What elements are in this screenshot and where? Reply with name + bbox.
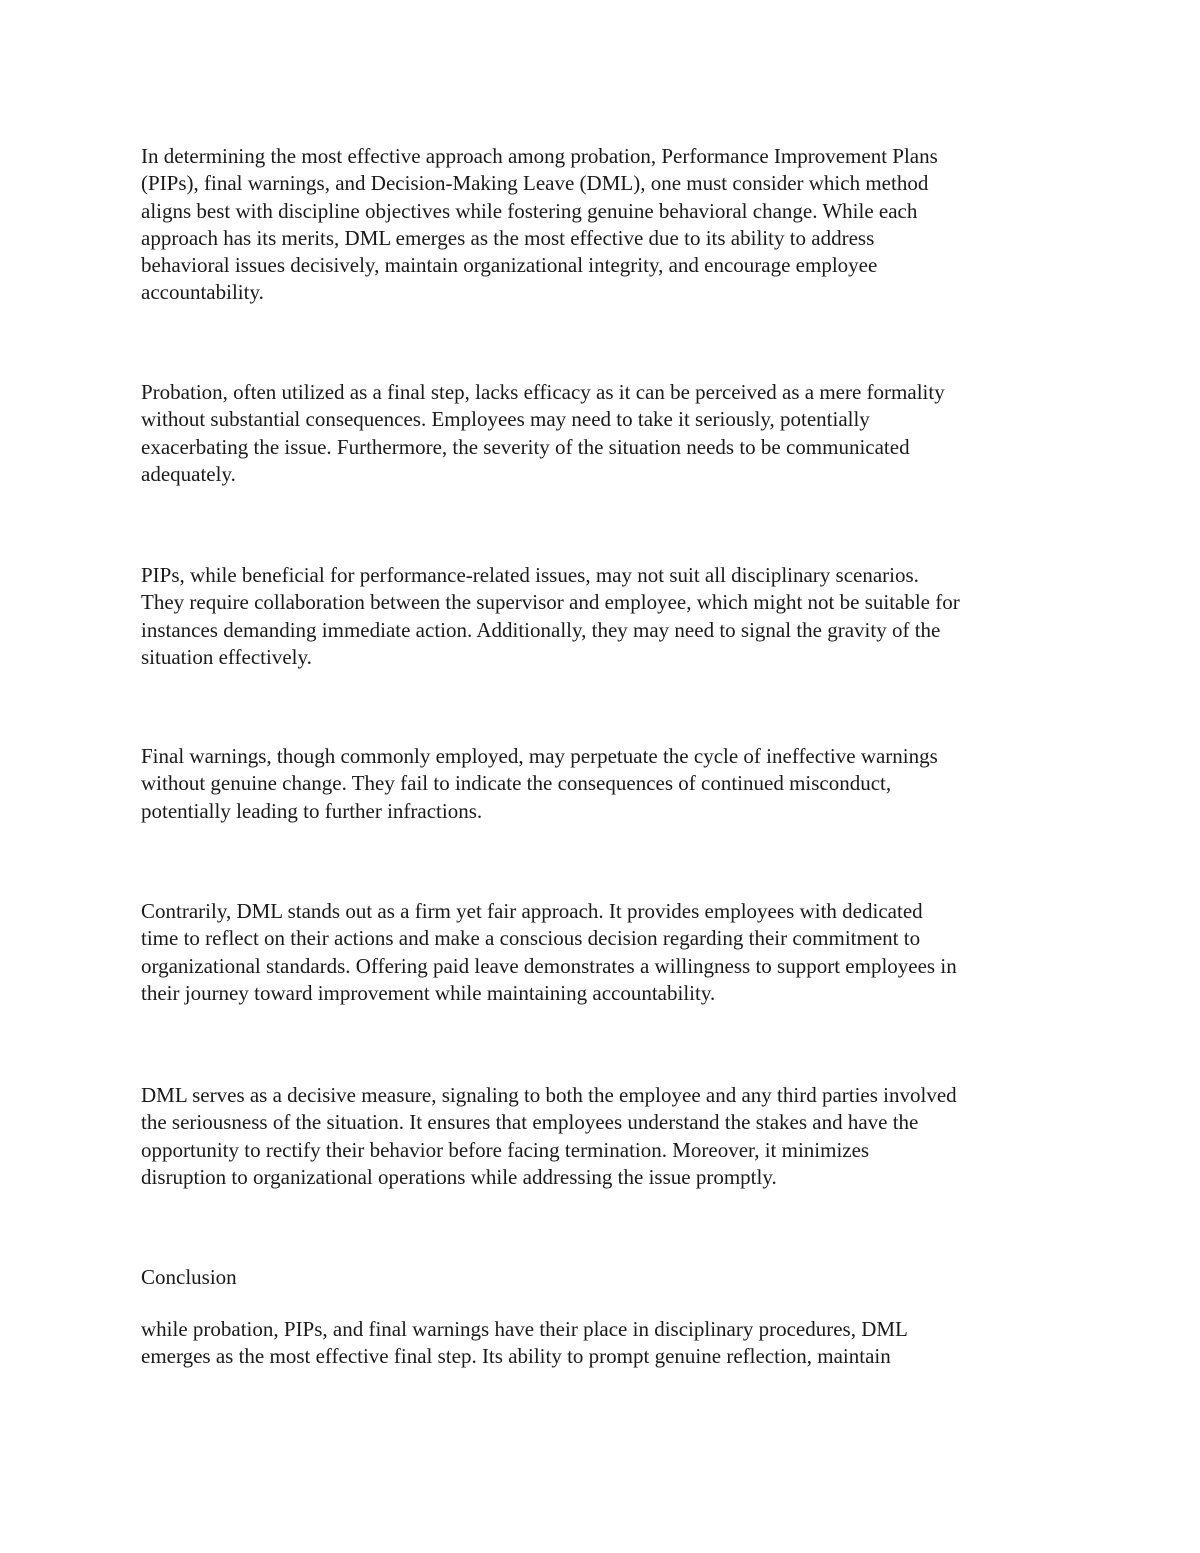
paragraph-pips: PIPs, while beneficial for performance-related issues, may not suit all disciplinary scenarios. They require collaboration between the supervisor and employee, which might not be suitable for instances demanding immediate action. Additionally, they may need to signal the gravity of the situation effectively. [141,563,960,669]
paragraph-final-warnings: Final warnings, though commonly employed, may perpetuate the cycle of ineffective warnings without genuine change. They fail to indicate the consequences of continued misconduct, potentially leading to further infractions. [141,744,938,823]
paragraph-probation: Probation, often utilized as a final step, lacks efficacy as it can be perceived as a mere formality without substantial consequences. Employees may need to take it seriously, potentially exacerbating the issue. Furthermore, the severity of the situation needs to be communicated adequately. [141,380,945,486]
paragraph-conclusion: while probation, PIPs, and final warnings have their place in disciplinary procedures, DML emerges as the most effective final step. Its ability to prompt genuine reflection, maintain [141,1317,908,1369]
paragraph-intro: In determining the most effective approach among probation, Performance Improvement Plans (PIPs), final warnings, and Decision-Making Leave (DML), one must consider which method aligns best with discipline objectives while fostering genuine behavioral change. While each approach has its merits, DML emerges as the most effective due to its ability to address behavioral issues decisively, maintain organizational integrity, and encourage employee accountability. [141,144,938,305]
conclusion-heading: Conclusion [141,1265,237,1289]
paragraph-dml-fair: Contrarily, DML stands out as a firm yet fair approach. It provides employees with dedicated time to reflect on their actions and make a conscious decision regarding their commitment to organizational standards. Offering paid leave demonstrates a willingness to support employees in their journey toward improvement while maintaining accountability. [141,899,957,1005]
paragraph-dml-decisive: DML serves as a decisive measure, signaling to both the employee and any third parties involved the seriousness of the situation. It ensures that employees understand the stakes and have the opportunity to rectify their behavior before facing termination. Moreover, it minimizes disruption to organizational operations while addressing the issue promptly. [141,1083,957,1189]
